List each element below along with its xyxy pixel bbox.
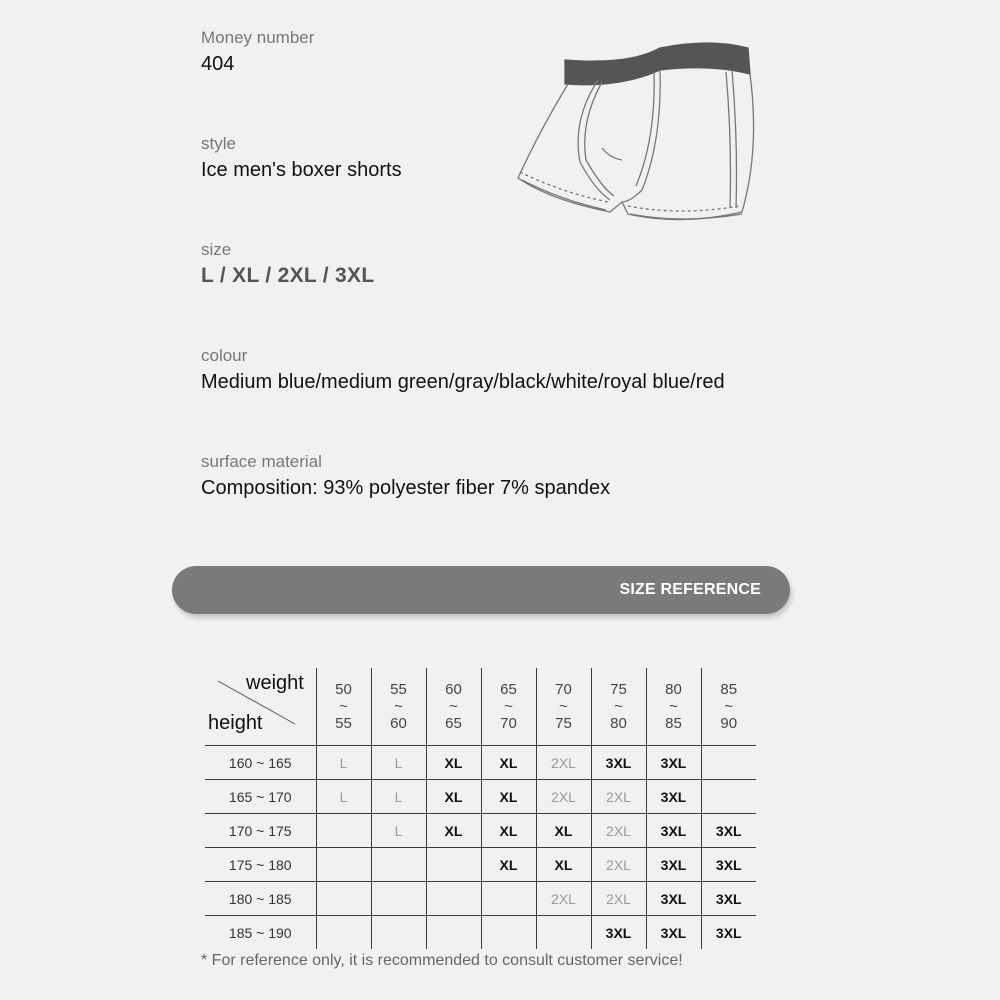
size-cell: 3XL [646,814,701,848]
weight-column-header: 70 ~ 75 [536,668,591,746]
weight-column-header: 80 ~ 85 [646,668,701,746]
size-cell: XL [481,848,536,882]
table-row [205,848,756,882]
size-cell: L [316,780,371,814]
size-cell: 3XL [591,916,646,950]
size-cell [316,848,371,882]
size-cell: 2XL [536,746,591,780]
size-cell: L [371,746,426,780]
size-cell [701,746,756,780]
boxer-shorts-illustration [510,30,770,230]
height-range-cell: 180 ~ 185 [205,882,316,916]
size-cell [316,882,371,916]
size-cell [536,916,591,950]
size-cell: 2XL [591,780,646,814]
size-cell: 3XL [646,746,701,780]
size-cell [371,848,426,882]
size-cell: L [371,814,426,848]
height-range-cell: 185 ~ 190 [228,924,292,941]
height-range-cell: 175 ~ 180 [205,848,316,882]
size-cell: 3XL [646,848,701,882]
size-label: size [201,240,232,259]
size-cell: L [316,746,371,780]
size-cell: 3XL [646,882,701,916]
size-cell: 3XL [701,814,756,848]
spec-money-number [201,28,314,76]
size-value: L / XL / 2XL / 3XL [201,264,375,287]
size-cell: XL [426,780,481,814]
material-label: surface material [201,452,322,471]
table-row [205,882,756,916]
size-cell [481,916,536,950]
style-value: Ice men's boxer shorts [201,159,402,181]
size-cell [701,780,756,814]
size-cell: 3XL [646,916,701,950]
size-cell: 2XL [591,848,646,882]
table-row [205,780,756,814]
table-row [205,916,756,950]
size-cell: XL [481,746,536,780]
size-cell: 2XL [591,814,646,848]
style-label: style [201,134,236,153]
size-cell: 3XL [701,916,756,950]
size-reference-banner [172,566,790,614]
size-cell [426,882,481,916]
weight-column-header: 75 ~ 80 [591,668,646,746]
size-chart-table [205,668,756,949]
weight-label: weight [246,672,304,694]
size-cell: 3XL [701,882,756,916]
size-cell [426,848,481,882]
size-cell [316,814,371,848]
weight-column-header: 55 ~ 60 [371,668,426,746]
colour-value: Medium blue/medium green/gray/black/white/royal blue/red [201,371,725,393]
money-number-label: Money number [201,28,315,47]
height-range-cell: 160 ~ 165 [205,746,316,780]
colour-label: colour [201,346,248,365]
size-cell [371,882,426,916]
size-cell: XL [426,746,481,780]
size-cell [316,916,371,950]
material-value: Composition: 93% polyester fiber 7% spandex [201,477,611,499]
table-header-row [205,668,756,746]
size-cell: 3XL [701,848,756,882]
size-cell [481,882,536,916]
spec-style [201,134,402,182]
size-cell: XL [536,814,591,848]
weight-column-header: 50 ~ 55 [316,668,371,746]
spec-material [201,452,610,500]
size-cell: XL [481,780,536,814]
weight-column-header: 60 ~ 65 [426,668,481,746]
reference-note: * For reference only, it is recommended to consult customer service! [201,952,683,969]
size-cell: 2XL [536,882,591,916]
size-cell: 3XL [646,780,701,814]
weight-column-header: 65 ~ 70 [481,668,536,746]
size-cell: 3XL [591,746,646,780]
size-cell: XL [481,814,536,848]
spec-size [201,240,374,288]
size-cell [426,916,481,950]
size-cell: 2XL [536,780,591,814]
spec-colour [201,346,725,394]
table-corner-cell [205,668,316,746]
size-cell: XL [536,848,591,882]
money-number-value: 404 [201,53,235,75]
table-row [205,814,756,848]
height-range-cell: 165 ~ 170 [205,780,316,814]
size-reference-title: SIZE REFERENCE [619,581,761,598]
height-label: height [208,712,263,734]
size-cell: L [371,780,426,814]
size-cell [371,916,426,950]
height-range-cell: 170 ~ 175 [205,814,316,848]
size-cell: 2XL [591,882,646,916]
weight-column-header: 85 ~ 90 [701,668,756,746]
table-row [205,746,756,780]
size-cell: XL [426,814,481,848]
